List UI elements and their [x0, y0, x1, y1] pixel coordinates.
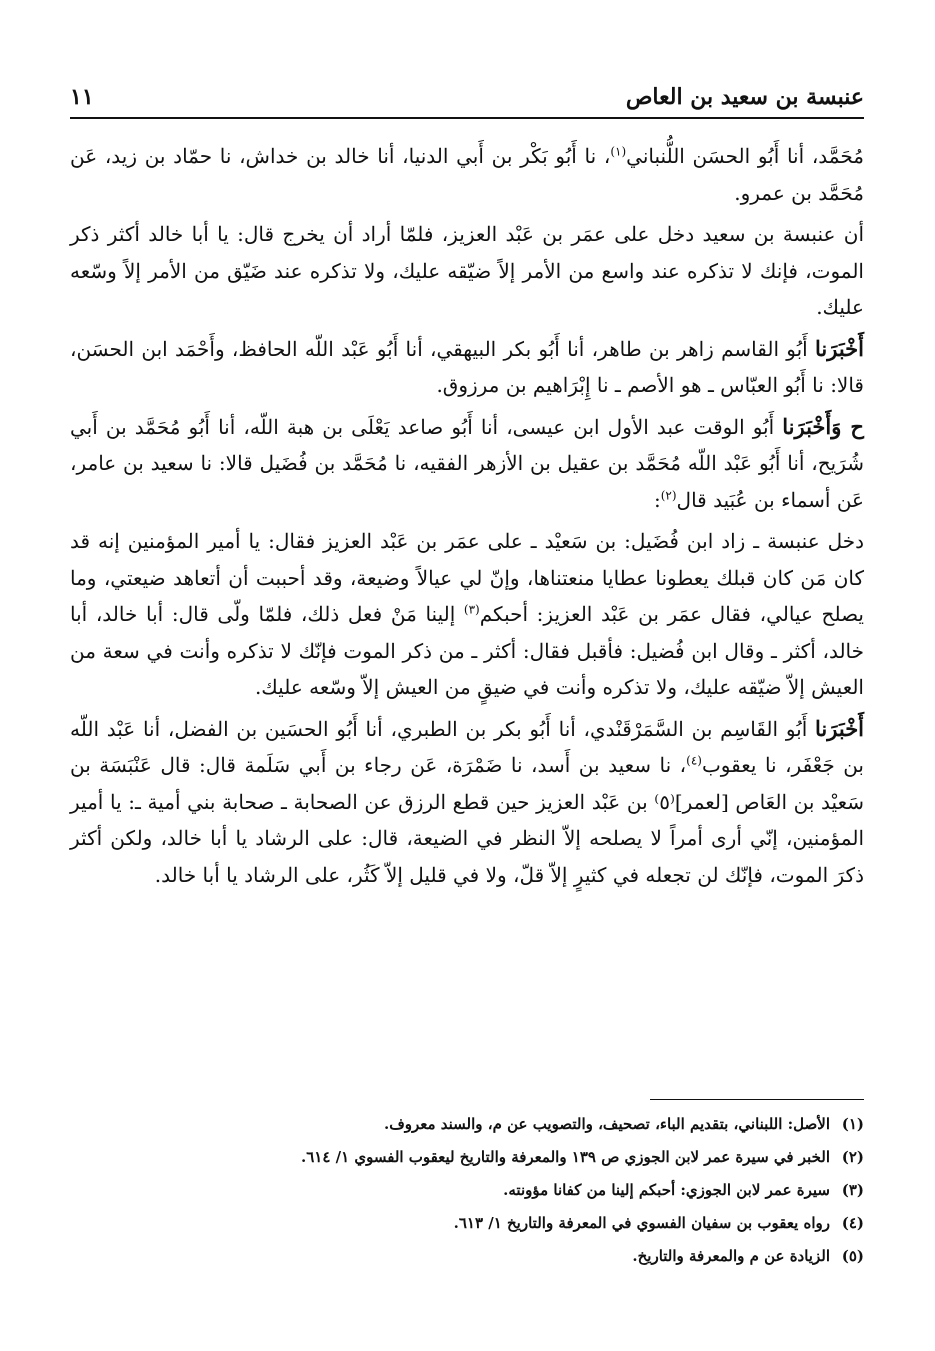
footnotes — [70, 1108, 864, 1273]
footnote-ref-3: (٣) — [463, 602, 480, 617]
paragraph-4: ح وَأَخْبَرَنا أَبُو الوقت عبد الأول ابن عيسى، أنا أَبُو صاعد يَعْلَى بن هبة اللّه، أنا أَبُو مُحَمَّد بن أَبي شُرَيح، أنا أَبُو عَبْد اللّه مُحَمَّد بن عقيل بن الأزهر الفقيه، نا مُحَمَّد بن فُضَيل قالا: نا سعيد بن عامر، عَن أسماء بن عُبَيد قال$^{(٢)}$: — [70, 413, 864, 512]
footnote-ref-1: (١) — [610, 144, 627, 159]
paragraph-5: دخل عنبسة ـ زاد ابن فُضَيل: بن سَعيْد ـ على عمَر بن عَبْد العزيز فقال: يا أمير المؤمنين إنه قد كان مَن كان قبلك يعطونا عطايا منعتناها، وإنّ لي عيالاً وضيعة، وقد أحببت أن أتعاهد ضيعتي، وما يصلح عيالي، فقال عمَر بن عَبْد العزيز: أحبكم$^{(٣)}$ إلينا مَنْ فعل ذلك، فلمّا ولّى قال: أبا خالد، أبا خالد، أكثر ـ وقال ابن فُضيل: فأقبل فقال: أكثر ـ من ذكر الموت فإنّك لا تذكره وأنت في سعة من العيش إلاّ ضيّقه عليك، ولا تذكره وأنت في ضيقٍ من العيش إلاّ وسّعه عليك. — [70, 529, 864, 699]
akhbarana-keyword: ح وَأَخْبَرَنا — [782, 413, 864, 439]
footnote-rule — [650, 1099, 864, 1100]
footnote-1: (١)الأصل: اللبناني، بتقديم الباء، تصحيف، والتصويب عن م، والسند معروف. — [383, 1115, 864, 1133]
running-title: عنبسة بن سعيد بن العاص — [625, 84, 864, 110]
footnote-4: (٤)رواه يعقوب بن سفيان الفسوي في المعرفة والتاريخ ١/ ٦١٣. — [453, 1214, 864, 1232]
paragraph-6: أَخْبَرَنا أَبُو القَاسِم بن السَّمَرْقَنْدي، أنا أَبُو بكر بن الطبري، أنا أَبُو الحسَين بن الفضل، أنا عَبْد اللّه بن جَعْفَر، نا يعقوب$^{(٤)}$، نا سعيد بن أَسد، نا ضَمْرَة، عَن رجاء بن أَبي سَلَمة قال: قال عَنْبَسَة بن سَعيْد بن العَاص [لعمر]⁽٥⁾ بن عَبْد العزيز حين قطع الرزق عن الصحابة ـ صحابة بني أمية ـ: يا أمير المؤمنين، إنّي أرى أمراً لا يصلحه إلاّ النظر في الضيعة، قال: على الرشاد يا أبا خالد، ولكن أكثر ذكرَ الموت، فإنّك لن تجعله في كثيرٍ إلاّ قلّ، ولا في قليل إلاّ كَثُر، على الرشاد يا أبا خالد. — [70, 715, 865, 887]
footnote-3: (٣)سيرة عمر لابن الجوزي: أحبكم إلينا من كفانا مؤونته. — [503, 1181, 864, 1199]
akhbarana-keyword: أَخْبَرَنا — [815, 335, 864, 361]
page-header — [70, 78, 864, 114]
footnote-ref-4: (٤) — [686, 753, 702, 768]
paragraph-3: أَخْبَرَنا أَبُو القاسم زاهر بن طاهر، أنا أَبُو بكر البيهقي، أنا أَبُو عَبْد اللّه الحافظ، وأَحْمَد ابن الحسَن، قالا: نا أَبُو العبّاس ـ هو الأصم ـ نا إِبْرَاهيم بن مرزوق. — [70, 335, 864, 397]
header-rule — [70, 117, 864, 119]
footnote-5: (٥)الزيادة عن م والمعرفة والتاريخ. — [632, 1247, 864, 1265]
paragraph-1: مُحَمَّد، أنا أَبُو الحسَن اللُّنباني$^{(١)}$، نا أَبُو بَكْر بن أَبي الدنيا، أنا خالد بن خداش، نا حمّاد بن زيد، عَن مُحَمَّد بن عمرو. — [70, 144, 864, 205]
paragraph-2: أن عنبسة بن سعيد دخل على عمَر بن عَبْد العزيز، فلمّا أراد أن يخرج قال: يا أبا خالد أكثر ذكر الموت، فإنك لا تذكره عند واسع من الأمر إلاً ضيّقه عليك، ولا تذكره عند ضَيّق من الأمر إلاً وسّعه عليك. — [70, 222, 865, 319]
page-number: ١١ — [70, 84, 94, 110]
footnote-2: (٢)الخبر في سيرة عمر لابن الجوزي ص ١٣٩ والمعرفة والتاريخ ليعقوب الفسوي ١/ ٦١٤. — [300, 1148, 864, 1166]
akhbarana-keyword: أَخْبَرَنا — [815, 715, 865, 741]
main-text — [70, 138, 864, 898]
footnote-ref-2: (٢) — [660, 487, 677, 502]
